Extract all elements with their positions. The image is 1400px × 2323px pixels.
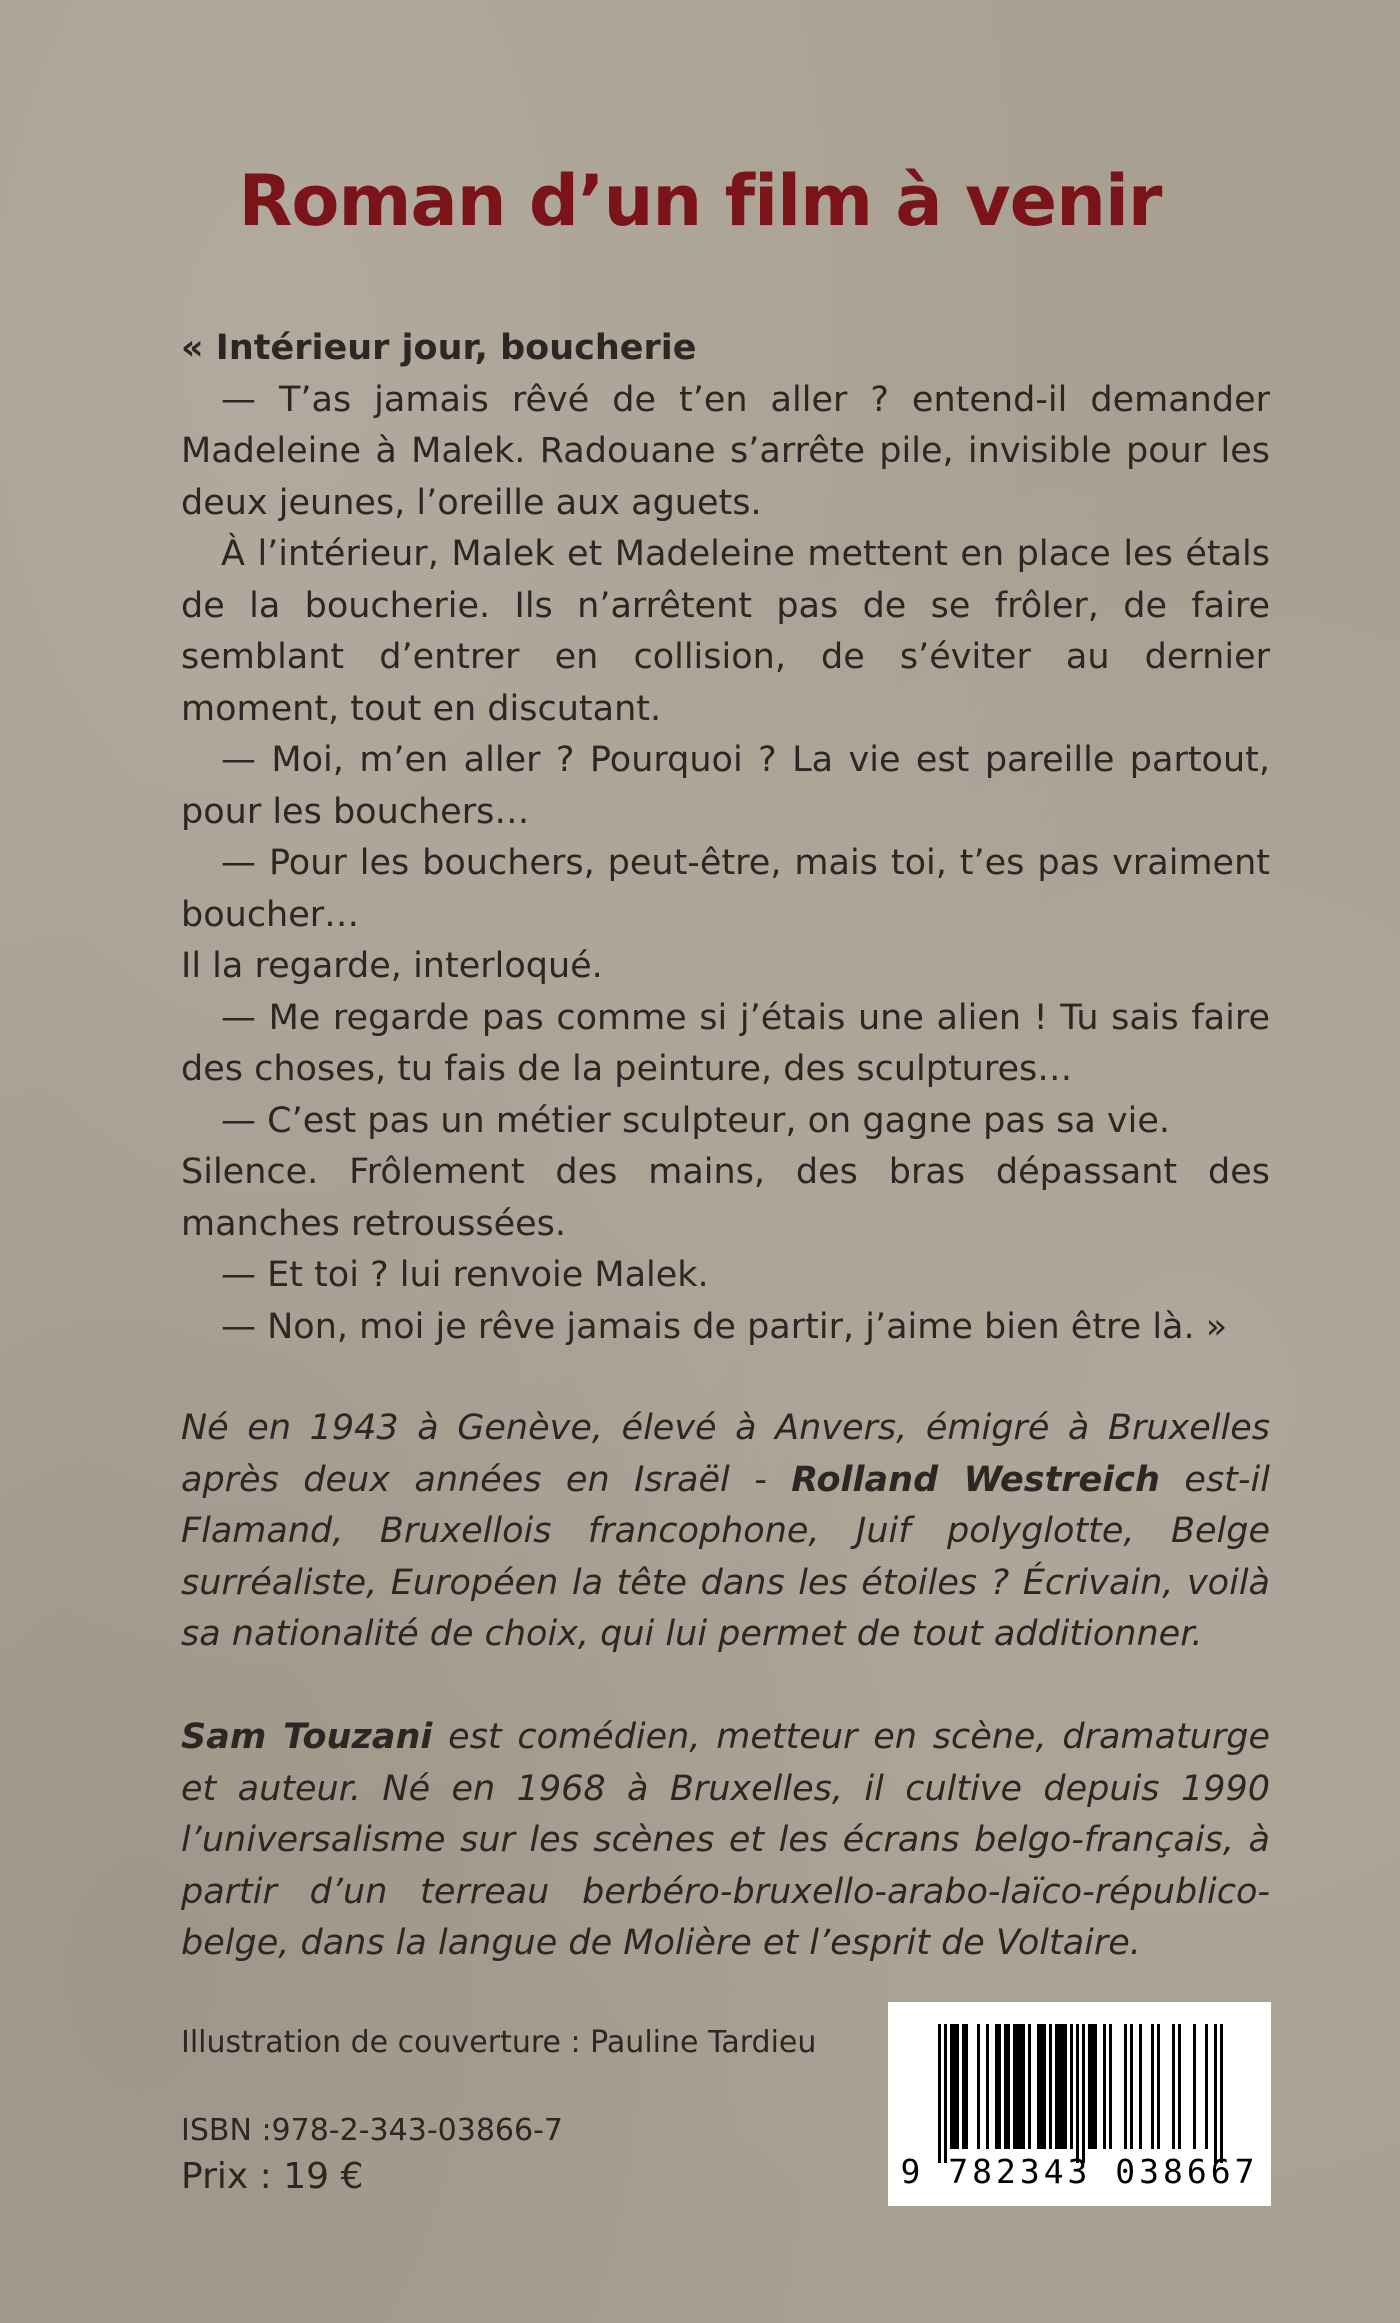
excerpt-paragraph: — Et toi ? lui renvoie Malek. [221,1255,709,1295]
barcode-bar [1130,2024,1133,2149]
excerpt-paragraph: — C’est pas un métier sculpteur, on gagne pas sa vie. [221,1100,1170,1141]
barcode-bar [1157,2024,1160,2149]
barcode-number: 9 782343 038667 [900,2152,1259,2191]
barcode-bar [1049,2024,1052,2149]
excerpt-heading: « Intérieur jour, boucherie [181,328,697,368]
barcode-bar [1193,2024,1196,2149]
author-name: Sam Touzani [181,1717,433,1757]
excerpt-paragraph: — Me regarde pas comme si j’étais une alien ! Tu sais faire des choses, tu fais de la peinture, des sculptures… [181,997,1270,1089]
price: Prix : 19 € [181,2156,364,2197]
barcode-bar [1007,2024,1010,2149]
barcode-bar [956,2024,959,2149]
barcode-bar [1220,2024,1223,2163]
illustration-credit: Illustration de couverture : Pauline Tardieu [181,2025,817,2060]
barcode-bar [1151,2024,1154,2149]
barcode-bar [1040,2024,1043,2149]
barcode-bar [950,2024,953,2149]
barcode-bar [1061,2024,1064,2149]
barcode-bar [1055,2024,1058,2149]
barcode-bar [1022,2024,1025,2149]
barcode-bar [1094,2024,1097,2149]
excerpt-paragraph: — Pour les bouchers, peut-être, mais toi, t’es pas vraiment boucher… [181,843,1270,935]
barcode-bar [1205,2024,1208,2149]
bio-text: est comédien, metteur en scène, dramaturge et auteur. Né en 1968 à Bruxelles, il cultive depuis 1990 l’universalisme sur les scènes et les écrans belgo-français, à partir d’un terreau berbéro-bruxello-arabo-laïco-républico-belge, dans la langue de Molière et l’esprit de Voltaire. [181,1717,1270,1963]
barcode-bar [1028,2024,1031,2149]
barcode-bar [1070,2024,1073,2149]
barcode-bar [1178,2024,1181,2149]
barcode-bar [953,2024,956,2149]
barcode-bar [1058,2024,1061,2149]
author-bio-touzani [181,1712,1270,1970]
barcode-bar [998,2024,1001,2149]
barcode-bar [1076,2024,1079,2163]
barcode-bar [965,2024,968,2149]
author-name: Rolland Westreich [791,1459,1160,1500]
barcode-bar [1043,2024,1046,2149]
barcode-bar [944,2024,947,2163]
barcode-bar [1037,2024,1040,2149]
barcode-bar [986,2024,989,2149]
book-title: Roman d’un film à venir [238,160,1162,242]
excerpt-paragraph: — Non, moi je rêve jamais de partir, j’aime bien être là. » [221,1306,1228,1347]
barcode-bar [1013,2024,1016,2149]
barcode [888,2002,1271,2206]
excerpt-paragraph: — Moi, m’en aller ? Pourquoi ? La vie est pareille partout, pour les bouchers… [181,740,1270,832]
barcode-bar [1172,2024,1175,2149]
barcode-bar [1082,2024,1085,2163]
barcode-bar [1064,2024,1067,2149]
bio-text: Né en 1943 à Genève, élevé à Anvers, émigré à Bruxelles après deux années en Israël - [181,1408,1270,1500]
barcode-bar [1091,2024,1094,2149]
excerpt-paragraph: — T’as jamais rêvé de t’en aller ? entend-il demander Madeleine à Malek. Radouane s’arrête pile, invisible pour les deux jeunes, l’oreille aux aguets. [181,379,1270,523]
barcode-bar [938,2024,941,2163]
author-bio-westreich [181,1403,1270,1661]
barcode-bar [1139,2024,1142,2149]
excerpt-paragraph: À l’intérieur, Malek et Madeleine mettent en place les étals de la boucherie. Ils n’arrêtent pas de se frôler, de faire semblant d’entrer en collision, de s’éviter au dernier moment, tout en discutant. [181,534,1270,729]
barcode-bar [1004,2024,1007,2149]
barcode-bar [1016,2024,1019,2149]
barcode-bar [1109,2024,1112,2149]
bio-text: est-il Flamand, Bruxellois francophone, Juif polyglotte, Belge surréaliste, Européen la tête dans les étoiles ? Écrivain, voilà sa nationalité de choix, qui lui permet de tout additionner. [181,1459,1270,1654]
barcode-bar [1088,2024,1091,2149]
excerpt-paragraph: Il la regarde, interloqué. [181,946,603,986]
barcode-bar [962,2024,965,2149]
excerpt-paragraph: Silence. Frôlement des mains, des bras dépassant des manches retroussées. [181,1152,1270,1244]
barcode-bar [1103,2024,1106,2149]
barcode-bar [1124,2024,1127,2149]
barcode-bar [977,2024,980,2149]
barcode-bar [995,2024,998,2149]
isbn: ISBN :978-2-343-03866-7 [181,2113,563,2148]
excerpt [181,323,1270,1353]
barcode-bar [1019,2024,1022,2149]
barcode-bar [1214,2024,1217,2163]
